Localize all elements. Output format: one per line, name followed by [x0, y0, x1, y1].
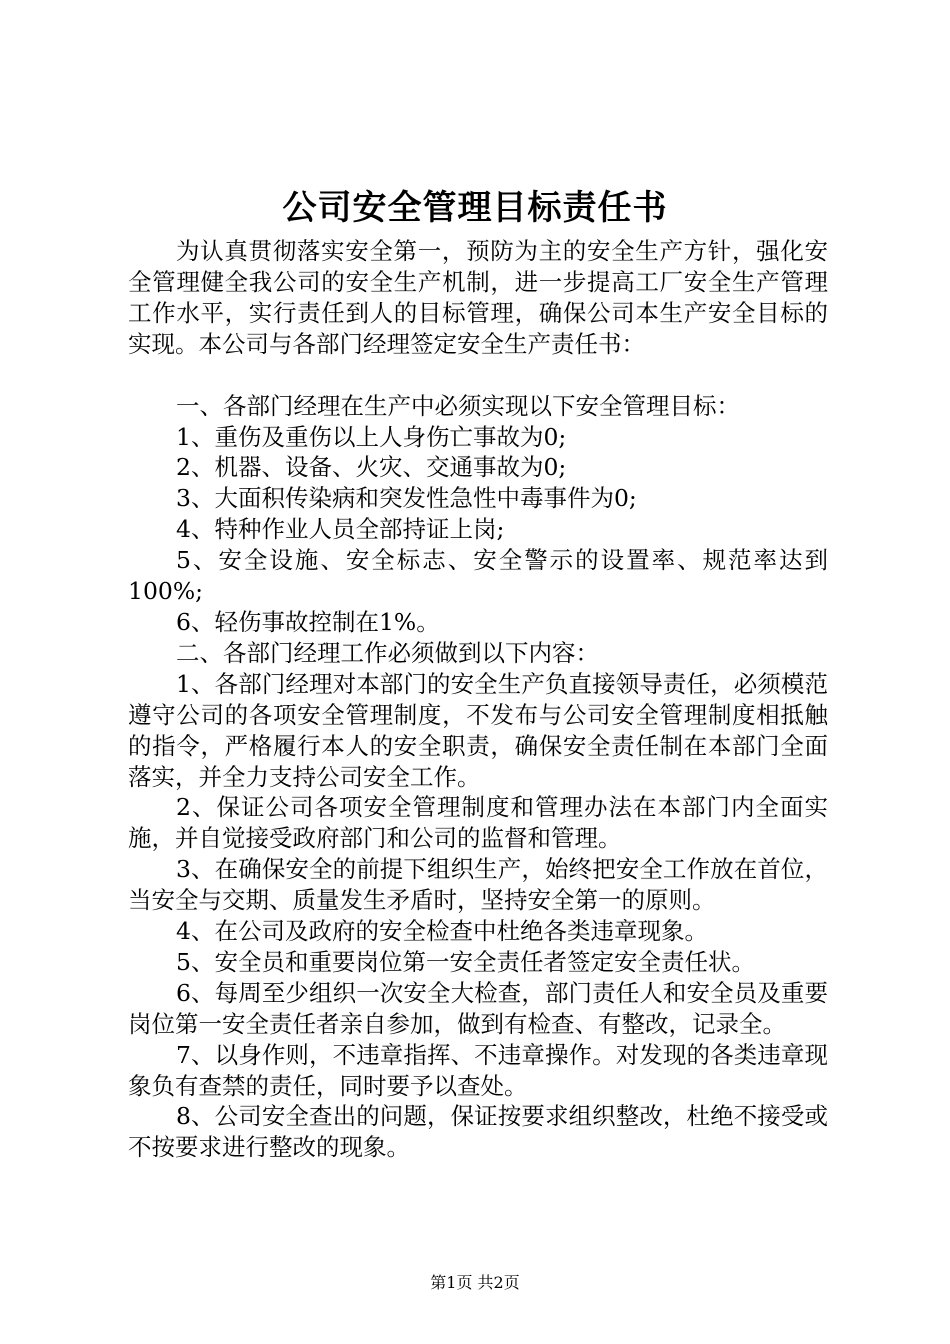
section-1-item: 5、安全设施、安全标志、安全警示的设置率、规范率达到100%; — [128, 546, 828, 606]
section-2-item: 4、在公司及政府的安全检查中杜绝各类违章现象。 — [176, 917, 708, 946]
section-2-item: 2、保证公司各项安全管理制度和管理办法在本部门内全面实施，并自觉接受政府部门和公司的监督和管理。 — [128, 793, 828, 853]
document-title: 公司安全管理目标责任书 — [282, 188, 668, 228]
paragraph-gap — [128, 360, 828, 391]
section-1-item: 2、机器、设备、火灾、交通事故为0; — [176, 453, 567, 482]
section-2-item: 6、每周至少组织一次安全大检查，部门责任人和安全员及重要岗位第一安全责任者亲自参加，做到有检查、有整改，记录全。 — [128, 978, 828, 1038]
section-1-item: 6、轻伤事故控制在1%。 — [176, 607, 440, 636]
document-body — [128, 236, 828, 1163]
intro-paragraph: 为认真贯彻落实安全第一，预防为主的安全生产方针，强化安全管理健全我公司的安全生产机制，进一步提高工厂安全生产管理工作水平，实行责任到人的目标管理，确保公司本生产安全目标的实现。本公司与各部门经理签定安全生产责任书： — [128, 237, 828, 358]
section-2-item: 8、公司安全查出的问题，保证按要求组织整改，杜绝不接受或不按要求进行整改的现象。 — [128, 1102, 828, 1162]
section-2-item: 3、在确保安全的前提下组织生产，始终把安全工作放在首位，当安全与交期、质量发生矛盾时，坚持安全第一的原则。 — [128, 855, 828, 915]
section-1-heading: 一、各部门经理在生产中必须实现以下安全管理目标： — [176, 391, 740, 420]
section-2-item: 5、安全员和重要岗位第一安全责任者签定安全责任状。 — [176, 947, 755, 976]
section-2-item: 7、以身作则，不违章指挥、不违章操作。对发现的各类违章现象负有查禁的责任，同时要予以查处。 — [128, 1040, 828, 1100]
section-1-item: 1、重伤及重伤以上人身伤亡事故为0; — [176, 422, 567, 451]
section-1-item: 3、大面积传染病和突发性急性中毒事件为0; — [176, 484, 637, 513]
section-2-item: 1、各部门经理对本部门的安全生产负直接领导责任，必须模范遵守公司的各项安全管理制度，不发布与公司安全管理制度相抵触的指令，严格履行本人的安全职责，确保安全责任制在本部门全面落实，并全力支持公司安全工作。 — [128, 669, 828, 791]
section-1-item: 4、特种作业人员全部持证上岗; — [176, 515, 505, 544]
section-2-heading: 二、各部门经理工作必须做到以下内容： — [176, 638, 599, 667]
page-footer: 第1页 共2页 — [430, 1273, 520, 1292]
